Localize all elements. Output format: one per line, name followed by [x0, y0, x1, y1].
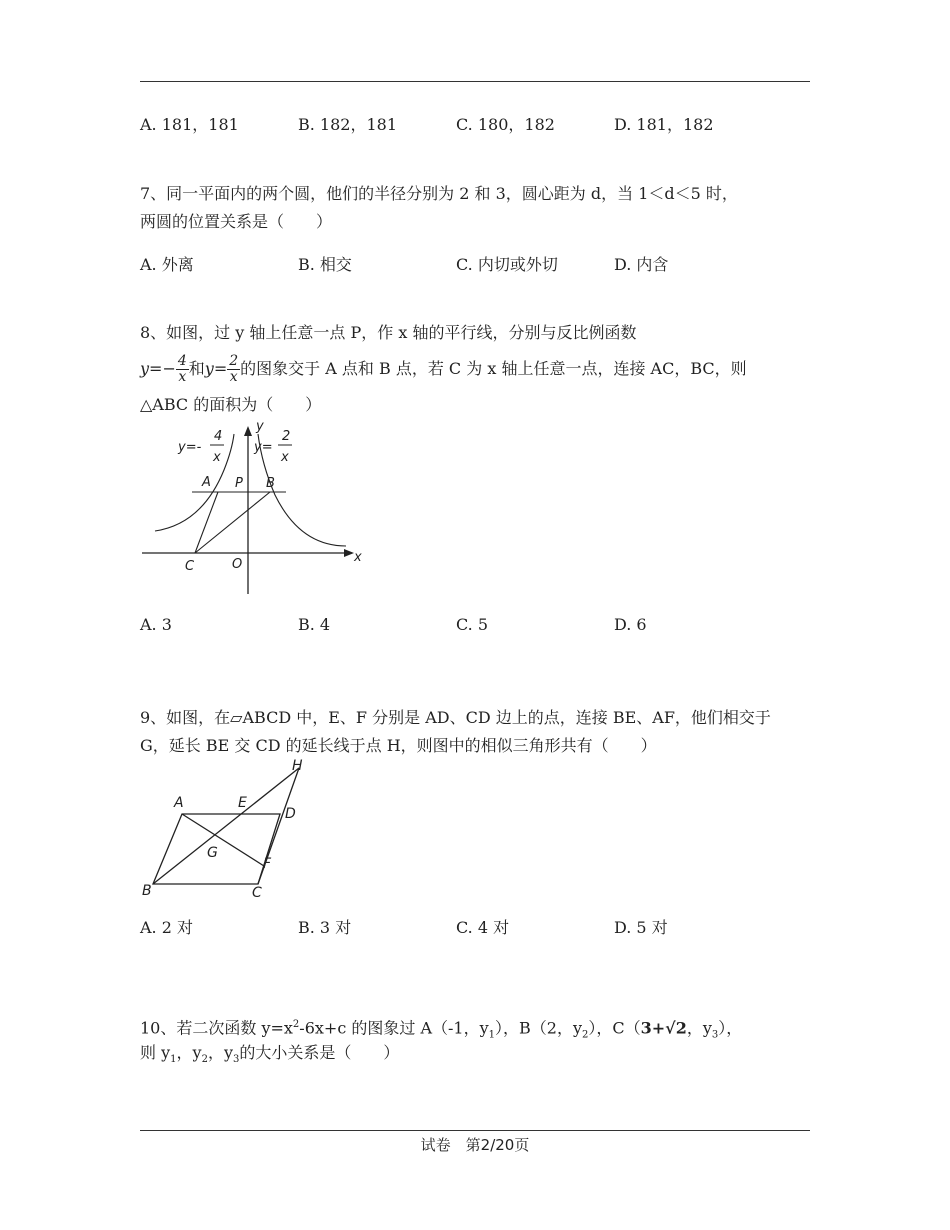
q8-option-b: B. 4: [298, 615, 331, 634]
q9-segment-bh: [153, 768, 299, 884]
q8-label-b: B: [266, 476, 275, 491]
q7-option-b: B. 相交: [298, 255, 352, 274]
q9-option-d: D. 5 对: [614, 918, 668, 937]
q8-label-f1-num: 4: [214, 429, 223, 444]
q7-option-c: C. 内切或外切: [456, 255, 558, 274]
q10-stem-line2: 则 $y_1$，$y_2$，$y_3$的大小关系是（ ）: [140, 1043, 400, 1066]
q8-f2-prefix: y=: [204, 359, 228, 378]
q9-option-c: C. 4 对: [456, 918, 510, 937]
q9-label-d: D: [285, 806, 296, 822]
q9-stem-line1: 9、如图，在▱ABCD 中，E、F 分别是 AD、CD 边上的点，连接 BE、AF，他们相交于: [140, 708, 771, 727]
q7-stem-line1: 7、同一平面内的两个圆，他们的半径分别为 2 和 3，圆心距为 d，当 1＜d＜5 时，: [140, 184, 738, 203]
q9-options: [140, 917, 810, 939]
q6-options: [140, 114, 810, 136]
q6-option-d: D. 181，182: [614, 115, 714, 134]
q6-option-c: C. 180，182: [456, 115, 555, 134]
q10-sqrt-expression: 3+√2: [640, 1018, 687, 1038]
q9-figure: [138, 756, 318, 901]
q8-y-arrow: [244, 426, 252, 436]
q8-label-x: x: [354, 550, 362, 565]
q9-label-e: E: [238, 795, 247, 811]
header-rule: [140, 81, 810, 82]
q7-option-d: D. 内含: [614, 255, 669, 274]
footer-rule: [140, 1130, 810, 1131]
q9-label-f: F: [263, 856, 272, 872]
q6-option-a: A. 181，181: [140, 115, 239, 134]
q8-option-c: C. 5: [456, 615, 489, 634]
q6-option-b: B. 182，181: [298, 115, 398, 134]
q8-label-y: y: [256, 420, 264, 434]
q8-label-f1-den: x: [213, 450, 221, 465]
q8-line2-rest: 的图象交于 A 点和 B 点，若 C 为 x 轴上任意一点，连接 AC，BC，则: [240, 359, 747, 378]
q8-label-c: C: [185, 559, 195, 574]
q9-label-h: H: [292, 758, 303, 774]
q8-label-f2-prefix: y=: [254, 440, 273, 455]
q8-x-arrow: [344, 549, 354, 557]
q8-options: [140, 614, 810, 636]
q8-label-f2-num: 2: [282, 429, 291, 444]
q7-options: [140, 254, 810, 276]
q9-option-b: B. 3 对: [298, 918, 352, 937]
q8-f1-prefix: y=−: [140, 359, 176, 378]
q9-segment-af: [182, 814, 264, 866]
q8-figure: [140, 420, 380, 600]
q9-stem-line2: G，延长 BE 交 CD 的延长线于点 H，则图中的相似三角形共有（ ）: [140, 736, 657, 755]
q8-stem-line2: [140, 354, 747, 385]
q9-label-b: B: [142, 883, 152, 899]
q8-f2-fraction: $\frac{2}{x}$: [229, 353, 239, 385]
q8-label-a: A: [202, 475, 211, 490]
q8-stem-line3: △ABC 的面积为（ ）: [140, 395, 322, 414]
q8-label-o: O: [232, 557, 243, 572]
q8-option-a: A. 3: [140, 615, 172, 634]
q8-connector: 和: [188, 359, 205, 378]
q8-label-f2-den: x: [281, 450, 289, 465]
q8-label-f1-prefix: y=-: [178, 440, 202, 455]
q7-option-a: A. 外离: [140, 255, 194, 274]
q8-option-d: D. 6: [614, 615, 647, 634]
q8-f1-fraction: $\frac{4}{x}$: [177, 353, 187, 385]
q9-label-g: G: [207, 845, 218, 861]
page-footer: 试卷 第2/20页: [420, 1136, 530, 1154]
q8-label-p: P: [235, 476, 243, 491]
q9-label-c: C: [252, 885, 262, 901]
q7-stem-line2: 两圆的位置关系是（ ）: [140, 212, 333, 231]
q10-stem-line1: 10、若二次函数 $y=x^2-6x+c$ 的图象过 A（-1，$y_1$），B（2，$y_2$），C（3+√2，$y_3$），: [140, 1018, 743, 1041]
q8-stem-line1: 8、如图，过 y 轴上任意一点 P，作 x 轴的平行线，分别与反比例函数: [140, 323, 637, 342]
q9-label-a: A: [174, 795, 184, 811]
q9-option-a: A. 2 对: [140, 918, 193, 937]
